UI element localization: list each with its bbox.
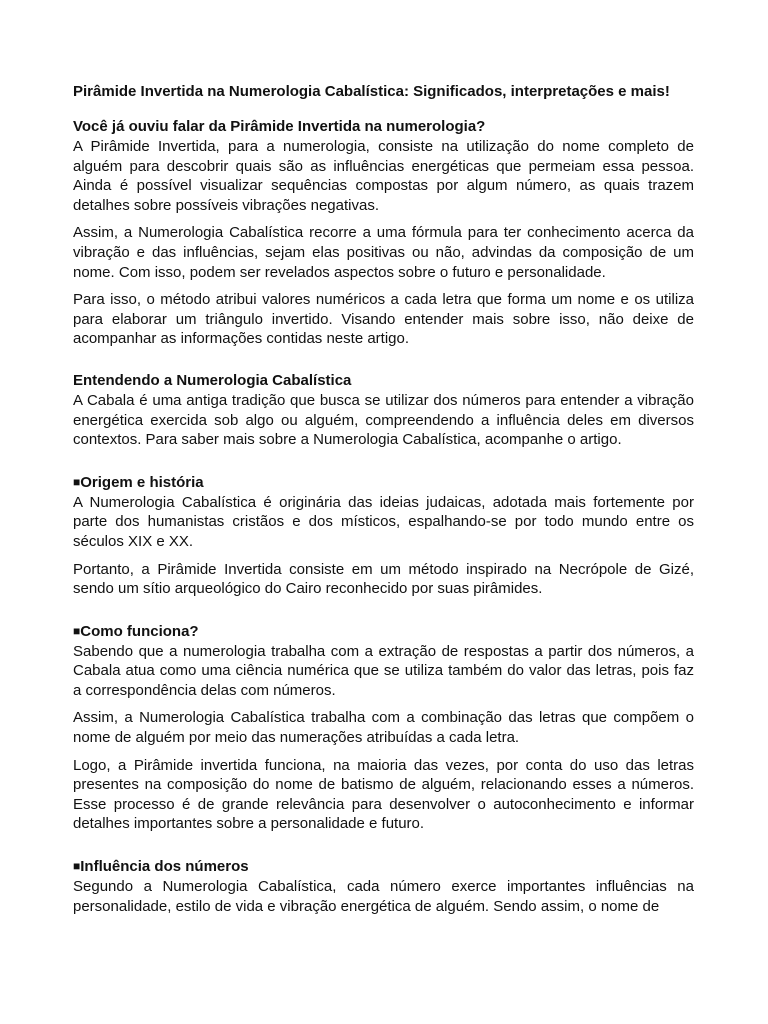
section-entendendo-paragraph-1: A Cabala é uma antiga tradição que busca se utilizar dos números para entender a vibração energética exercida sob algo ou alguém, compreendendo a influência deles em diversos contextos. Para saber mais sobre a Numerologia Cabalística, acompanhe o artigo. xyxy=(73,391,694,449)
intro-paragraph-3: Para isso, o método atribui valores numéricos a cada letra que forma um nome e os utiliza para elaborar um triângulo invertido. Visando entender mais sobre isso, não deixe de acompanhar as informações contidas neste artigo. xyxy=(73,291,694,348)
section-heading-entendendo: Entendendo a Numerologia Cabalística xyxy=(73,371,352,389)
document-page xyxy=(73,82,694,924)
section-como-funciona-paragraph-3: Logo, a Pirâmide invertida funciona, na maioria das vezes, por conta do uso das letras presentes na composição do nome de batismo de alguém, relacionando esses a números. Esse processo é de grande relevância para desenvolver o autoconhecimento e informar detalhes importantes sobre a personalidade e futuro. xyxy=(73,756,694,833)
section-heading-como-funciona xyxy=(73,621,694,642)
section-origem-paragraph-1: A Numerologia Cabalística é originária das ideias judaicas, adotada mais fortemente por parte dos humanistas cristãos e dos místicos, espalhando-se por todo mundo entre os séculos XIX e XX. xyxy=(73,493,694,550)
section-gap xyxy=(73,458,694,472)
section-influencia-paragraph-1: Segundo a Numerologia Cabalística, cada número exerce importantes influências na personalidade, estilo de vida e vibração energética de alguém. Sendo assim, o nome de xyxy=(73,878,694,915)
section-gap xyxy=(73,842,694,856)
section-heading-como-funciona-label: Como funciona? xyxy=(80,622,199,640)
section-como-funciona-paragraph-2: Assim, a Numerologia Cabalística trabalha com a combinação das letras que compõem o nome de alguém por meio das numerações atribuídas a cada letra. xyxy=(73,709,694,747)
square-bullet-icon: ■ xyxy=(73,474,81,489)
intro-paragraph-2: Assim, a Numerologia Cabalística recorre a uma fórmula para ter conhecimento acerca da vibração e das influências, sejam elas positivas ou não, advindas da composição de um nome. Com isso, podem ser revelados aspectos sobre o futuro e personalidade. xyxy=(73,224,694,281)
section-heading-origem-label: Origem e história xyxy=(80,473,204,491)
square-bullet-icon: ■ xyxy=(73,623,81,638)
section-como-funciona-paragraph-1: Sabendo que a numerologia trabalha com a extração de respostas a partir dos números, a Cabala atua como uma ciência numérica que se utiliza também do valor das letras, pois faz a correspondência delas com números. xyxy=(73,642,694,699)
section-origem-paragraph-2: Portanto, a Pirâmide Invertida consiste em um método inspirado na Necrópole de Gizé, sendo um sítio arqueológico do Cairo reconhecido por suas pirâmides. xyxy=(73,560,694,598)
section-heading-origem xyxy=(73,472,694,493)
document-title: Pirâmide Invertida na Numerologia Cabalística: Significados, interpretações e mais! xyxy=(73,83,670,100)
section-heading-influencia xyxy=(73,856,694,877)
intro-paragraph-1: A Pirâmide Invertida, para a numerologia, consiste na utilização do nome completo de alguém para descobrir quais são as influências energéticas que permeiam essa pessoa. Ainda é possível visualizar sequências compostas por algum número, as quais trazem detalhes sobre possíveis vibrações negativas. xyxy=(73,138,694,214)
section-heading-influencia-label: Influência dos números xyxy=(80,858,249,876)
intro-heading: Você já ouviu falar da Pirâmide Invertida na numerologia? xyxy=(73,118,486,135)
square-bullet-icon: ■ xyxy=(73,859,81,874)
section-gap xyxy=(73,357,694,371)
section-gap xyxy=(73,607,694,621)
